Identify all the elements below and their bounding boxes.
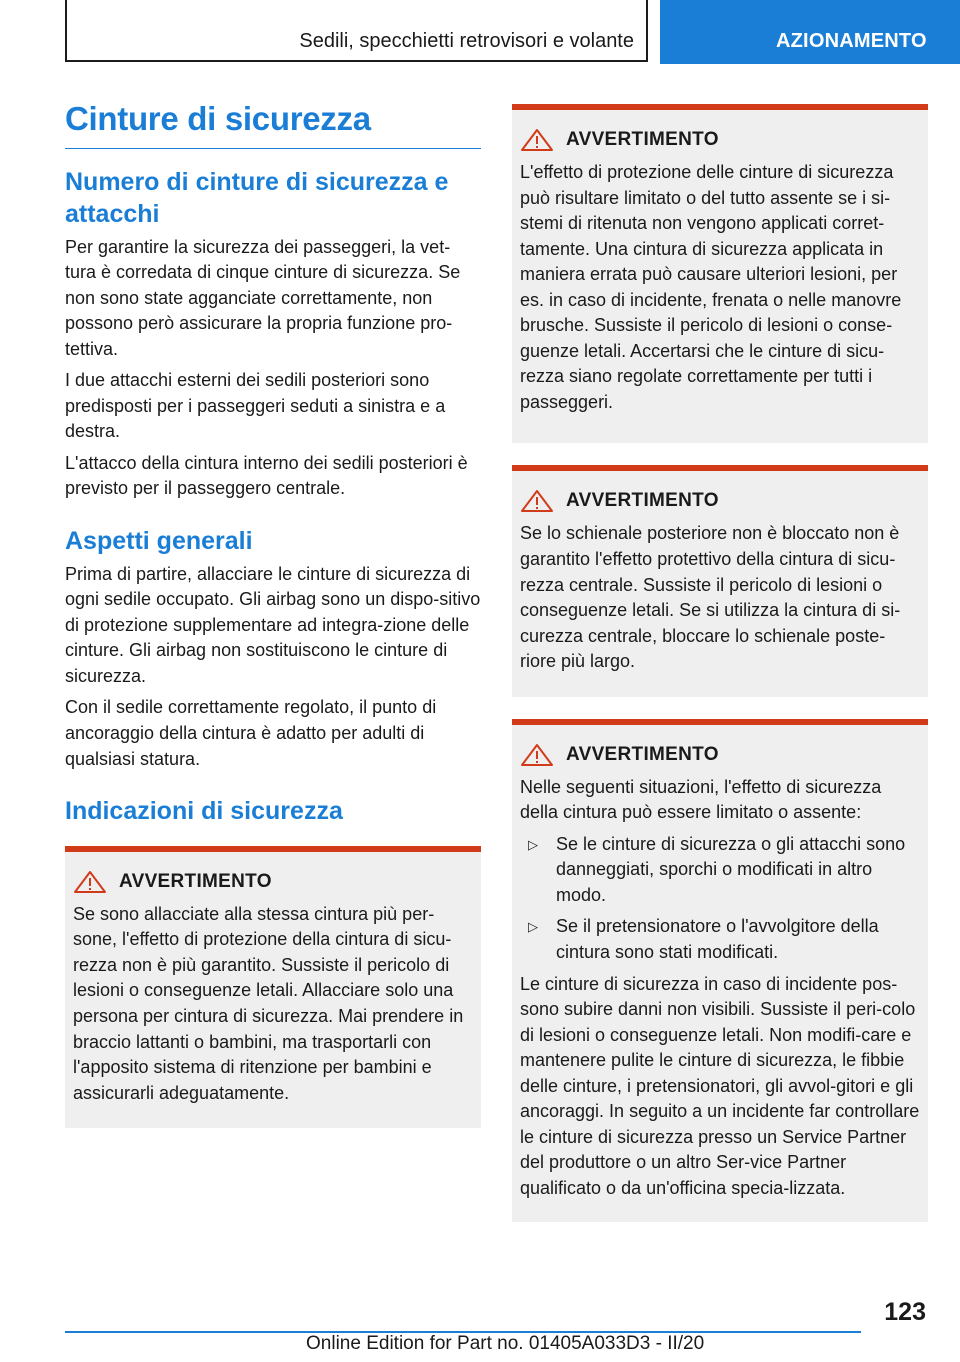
footer-edition: Online Edition for Part no. 01405A033D3 - II/20 bbox=[306, 1333, 705, 1354]
warning-box bbox=[65, 846, 481, 1128]
warning-box bbox=[512, 719, 928, 1222]
warning-header bbox=[520, 743, 920, 767]
heading-general: Aspetti generali bbox=[65, 526, 253, 555]
chapter-header bbox=[65, 0, 648, 62]
warning-header bbox=[520, 489, 920, 513]
paragraph: L'attacco della cintura interno dei sedili posteriori è previsto per il passeggero centrale. bbox=[65, 452, 468, 499]
page-number: 123 bbox=[884, 1298, 926, 1326]
warning-title: AVVERTIMENTO bbox=[566, 490, 719, 512]
warning-intro: Nelle seguenti situazioni, l'effetto di sicurezza della cintura può essere limitato o assente: bbox=[520, 776, 882, 823]
paragraph: Con il sedile correttamente regolato, il punto di ancoraggio della cintura è adatto per adulti di qualsiasi statura. bbox=[65, 697, 437, 769]
warning-triangle-icon bbox=[520, 128, 554, 152]
warning-title: AVVERTIMENTO bbox=[566, 743, 719, 765]
section-tab-label: AZIONAMENTO bbox=[776, 30, 927, 52]
warning-triangle-icon bbox=[73, 870, 107, 894]
heading-seat-belts-count: Numero di cinture di sicurezza e attacchi bbox=[65, 168, 449, 228]
paragraph: I due attacchi esterni dei sedili posteriori sono predisposti per i passeggeri seduti a sinistra e a destra. bbox=[65, 370, 446, 442]
warning-title: AVVERTIMENTO bbox=[119, 870, 272, 892]
warning-text: L'effetto di protezione delle cinture di sicurezza può risultare limitato o del tutto assente se i si‐stemi di ritenuta non vengono applicati corret‐tamente. Una cintura di sicurezza applicata in maniera errata può causare ulteriori lesioni, per es. in caso di incidente, frenata o nelle manovre brusche. Sussiste il pericolo di lesioni o conse‐guenze letali. Accertarsi che le cinture di sicu‐rezza siano regolate correttamente per tutti i passeggeri. bbox=[520, 162, 902, 412]
section-tab bbox=[660, 0, 960, 64]
warning-header bbox=[520, 128, 920, 152]
warning-title: AVVERTIMENTO bbox=[566, 129, 719, 150]
list-item bbox=[520, 914, 920, 965]
triangle-right-icon: ▷ bbox=[528, 836, 538, 852]
warning-outro: Le cinture di sicurezza in caso di incidente pos‐sono subire danni non visibili. Sussiste il peri‐colo di lesioni o conseguenze letali. Non modifi‐care e mantenere pulite le cinture di sicurezza, le fibbie delle cinture, i pretensionatori, gli avvol‐gitori e gli ancoraggi. In seguito a un incidente far controllare le cinture di sicurezza presso un Service Partner del produttore o un altro Ser‐vice Partner qualificato o da un'officina specia‐lizzata. bbox=[520, 973, 920, 1198]
paragraph: Prima di partire, allacciare le cinture di sicurezza di ogni sedile occupato. Gli airbag sono un dispo‐sitivo di protezione supplementare ad integra‐zione delle cinture. Gli airbag non sostituiscono le cinture di sicurezza. bbox=[65, 563, 481, 686]
warning-text: Se lo schienale posteriore non è bloccato non è garantito l'effetto protettivo della cintura di sicu‐rezza centrale. Sussiste il pericolo di lesioni o conseguenze letali. Se si utilizza la cintura di si‐curezza centrale, bloccare lo schienale poste‐riore più largo. bbox=[520, 523, 901, 672]
chapter-title: Sedili, specchietti retrovisori e volante bbox=[299, 30, 634, 52]
right-column bbox=[512, 104, 928, 1222]
warning-text: Se sono allacciate alla stessa cintura più per‐sone, l'effetto di protezione della cintura di sicu‐rezza non è più garantito. Sussiste il pericolo di lesioni o conseguenze letali. Allacciare solo una persona per cintura di sicurezza. Mai prendere in braccio lattanti o bambini, ma trasportarli con l'apposito sistema di ritenzione per bambini e assicurarli adeguatamente. bbox=[73, 903, 464, 1103]
warning-header bbox=[73, 870, 473, 894]
triangle-right-icon: ▷ bbox=[528, 919, 538, 935]
paragraph: Per garantire la sicurezza dei passeggeri, la vet‐tura è corredata di cinque cinture di sicurezza. Se non sono state agganciate correttamente, non possono però assicurare la propria funzione pro‐tettiva. bbox=[65, 236, 461, 359]
warning-triangle-icon bbox=[520, 743, 554, 767]
warning-box bbox=[512, 465, 928, 696]
left-column bbox=[65, 100, 481, 1128]
warning-box bbox=[512, 104, 928, 443]
list-item-text: Se il pretensionatore o l'avvolgitore della cintura sono stati modificati. bbox=[556, 916, 879, 963]
bullet-list bbox=[520, 832, 920, 966]
page-title: Cinture di sicurezza bbox=[65, 100, 481, 149]
list-item-text: Se le cinture di sicurezza o gli attacchi sono danneggiati, sporchi o modificati in altro modo. bbox=[556, 833, 906, 905]
list-item bbox=[520, 832, 920, 909]
heading-safety: Indicazioni di sicurezza bbox=[65, 797, 343, 826]
warning-triangle-icon bbox=[520, 489, 554, 513]
